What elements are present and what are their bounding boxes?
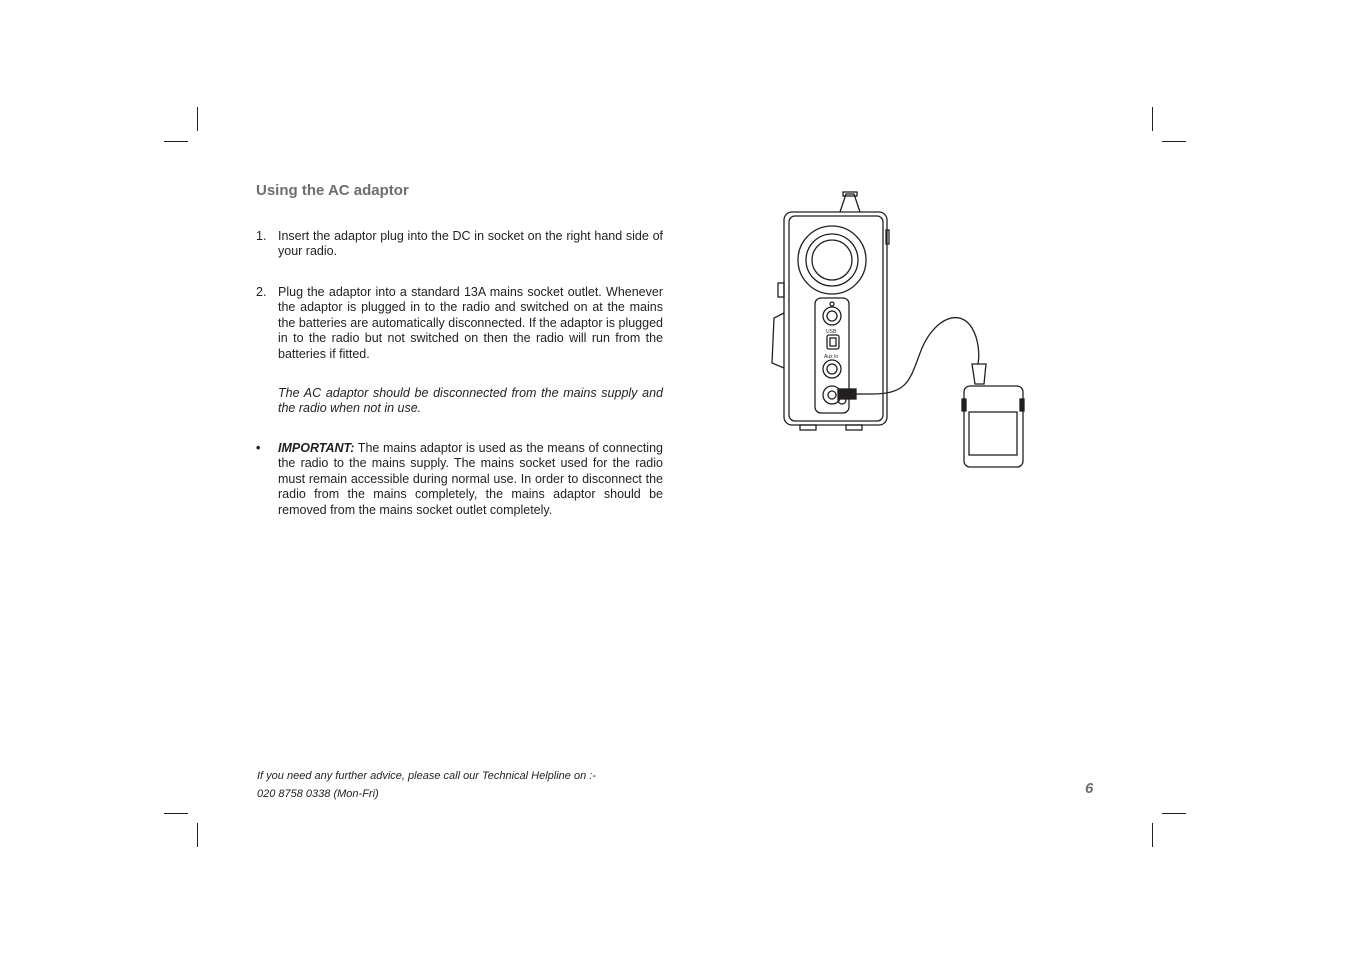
step-text: Plug the adaptor into a standard 13A mains socket outlet. Whenever the adaptor is plugged in to the radio and switched on at the mains the batteries are automatically disconnected. If the adaptor is plugged in to the radio but not switched on then the radio will run from the batteries if fitted. xyxy=(278,285,663,361)
section-heading: Using the AC adaptor xyxy=(256,182,409,199)
aux-in-label: Aux In xyxy=(824,354,839,360)
step-1 xyxy=(256,229,663,260)
usb-label: USB xyxy=(826,329,837,335)
crop-mark xyxy=(1152,823,1153,847)
footer-helpline-text: If you need any further advice, please call our Technical Helpline on :- xyxy=(257,770,596,782)
crop-mark xyxy=(1162,141,1186,142)
footer-phone-number: 020 8758 0338 (Mon-Fri) xyxy=(257,788,379,800)
important-text: The mains adaptor is used as the means of connecting the radio to the mains supply. The mains socket used for the radio must remain accessible during normal use. In order to disconnect the radio from the mains completely, the mains adaptor should be removed from the mains socket outlet completely. xyxy=(278,441,663,517)
step-2 xyxy=(256,285,663,362)
step-number: 2. xyxy=(256,285,267,299)
important-notice xyxy=(256,441,663,518)
crop-mark xyxy=(1152,107,1153,131)
italic-note: The AC adaptor should be disconnected from the mains supply and the radio when not in use. xyxy=(278,386,663,416)
radio-adaptor-illustration xyxy=(760,188,1040,478)
crop-mark xyxy=(197,107,198,131)
step-number: 1. xyxy=(256,229,267,243)
crop-mark xyxy=(164,813,188,814)
bullet: • xyxy=(256,441,261,455)
radio-with-ac-adaptor-icon xyxy=(760,188,1040,478)
page-number: 6 xyxy=(1085,780,1094,797)
crop-mark xyxy=(164,141,188,142)
step-text: Insert the adaptor plug into the DC in socket on the right hand side of your radio. xyxy=(278,229,663,259)
important-label: IMPORTANT: xyxy=(278,441,355,455)
crop-mark xyxy=(1162,813,1186,814)
crop-mark xyxy=(197,823,198,847)
